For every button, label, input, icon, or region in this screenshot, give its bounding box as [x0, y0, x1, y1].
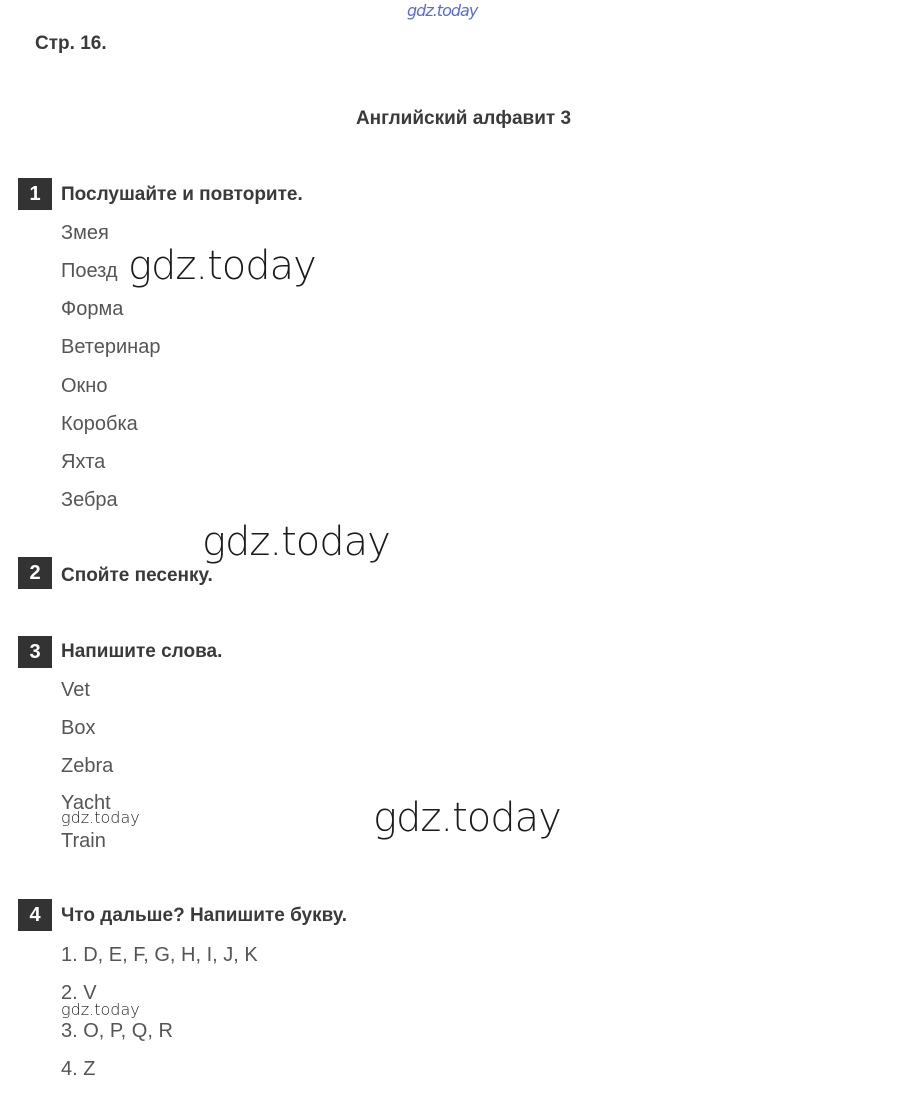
page-title: Английский алфавит 3 [355, 108, 572, 129]
task-2-number-badge: 2 [18, 557, 52, 589]
page-reference: Стр. 16. [35, 33, 107, 54]
task-3-item: Vet [61, 679, 90, 701]
task-3-item: Box [61, 717, 96, 739]
task-3-item: Zebra [61, 755, 114, 777]
watermark-top: gdz.today [407, 1, 478, 20]
task-1-number-badge: 1 [18, 178, 52, 210]
task-1-item: Змея [61, 222, 109, 244]
watermark-small: gdz.today [61, 1000, 140, 1019]
task-3-title: Напишите слова. [61, 641, 223, 662]
task-1-title: Послушайте и повторите. [61, 184, 303, 205]
task-4-item: 2. V [61, 982, 97, 1004]
task-1-item: Форма [61, 298, 124, 320]
task-1-item: Поезд [61, 260, 118, 282]
task-2-title: Спойте песенку. [61, 565, 213, 586]
task-4-item: 4. Z [61, 1058, 96, 1080]
watermark-large: gdz.today [128, 243, 316, 289]
task-4-item: 1. D, E, F, G, H, I, J, K [61, 944, 258, 966]
task-1-item: Яхта [61, 451, 106, 473]
task-1-item: Коробка [61, 413, 138, 435]
task-3-item: Train [61, 830, 106, 852]
task-1-item: Зебра [61, 489, 118, 511]
task-3-number-badge: 3 [18, 636, 52, 668]
task-3-item: Yacht [61, 792, 111, 814]
watermark-large: gdz.today [202, 519, 390, 565]
task-4-item: 3. O, P, Q, R [61, 1020, 173, 1042]
task-4-title: Что дальше? Напишите букву. [61, 905, 348, 926]
task-4-number-badge: 4 [18, 899, 52, 931]
task-1-item: Окно [61, 375, 108, 397]
watermark-large: gdz.today [373, 795, 561, 841]
task-1-item: Ветеринар [61, 336, 161, 358]
watermark-small: gdz.today [61, 808, 140, 827]
